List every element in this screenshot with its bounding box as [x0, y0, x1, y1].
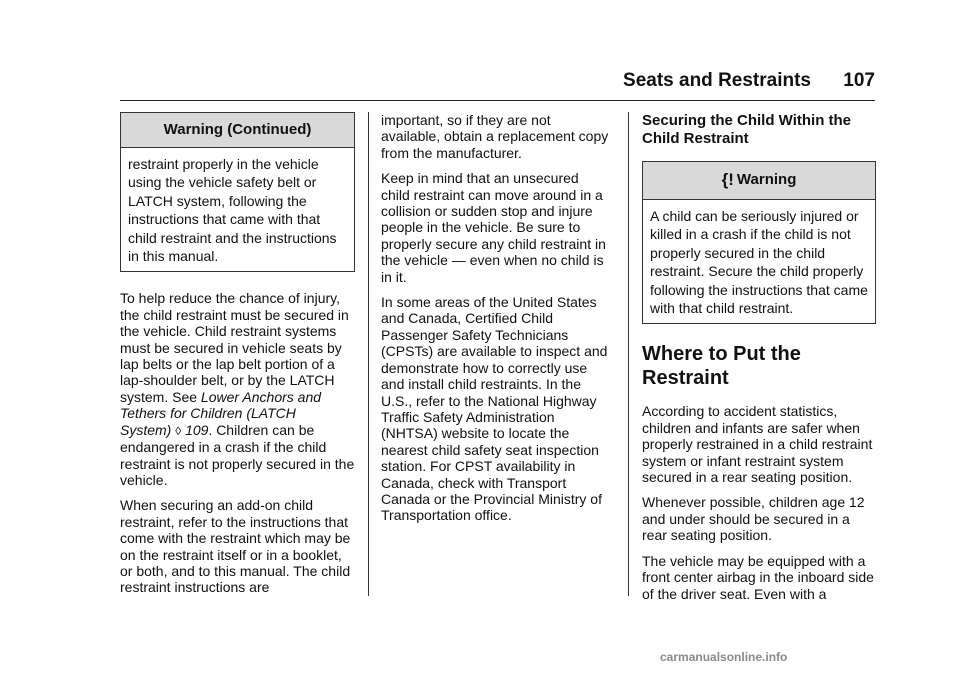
warning-text: restraint properly in the vehicle using the vehicle safety belt or LATCH system, following the instructions that came with that child restraint and the instructions in this manual.	[128, 156, 337, 265]
section-heading: Where to Put the Restraint	[642, 343, 801, 390]
paragraph: The vehicle may be equipped with a front center airbag in the inboard side of the driver seat. Even with a	[642, 552, 874, 602]
watermark: carmanualsonline.info	[660, 650, 788, 664]
column-1	[120, 112, 355, 605]
warning-box	[642, 161, 876, 324]
paragraph: In some areas of the United States and Canada, Certified Child Passenger Safety Technicians (CPSTs) are available to inspect and demonstrate how to correctly use and install child restraints. In the U.S., refer to the National Highway Traffic Safety Administration (NHTSA) website to locate the nearest child safety seat inspection station. For CPST availability in Canada, check with Transport Canada or the Provincial Ministry of Transportation office.	[381, 294, 608, 524]
page-reference-icon: ◊	[175, 423, 182, 438]
page-reference[interactable]: 109	[185, 421, 209, 438]
paragraph: According to accident statistics, children and infants are safer when properly restrained in a child restraint system or infant restraint system secured in a rear seating position.	[642, 403, 873, 486]
page-number: 107	[843, 70, 875, 91]
page-header	[120, 66, 875, 101]
column-divider	[368, 112, 369, 596]
column-3	[642, 112, 876, 611]
warning-title: Warning	[736, 171, 797, 188]
subheading: Securing the Child Within the Child Restraint	[642, 112, 852, 147]
paragraph: Whenever possible, children age 12 and under should be secured in a rear seating position.	[642, 494, 865, 544]
paragraph: Keep in mind that an unsecured child restraint can move around in a collision or sudden stop and injure people in the vehicle. Be sure to properly secure any child restraint in the vehicle — even when no child is in it.	[381, 170, 606, 285]
paragraph: When securing an add-on child restraint, refer to the instructions that come with the restraint which may be on the restraint itself or in a booklet, or both, and to this manual. The child restraint instructions are	[120, 497, 351, 596]
paragraph: important, so if they are not available, obtain a replacement copy from the manufacturer.	[381, 112, 609, 161]
warning-header	[643, 162, 875, 200]
warning-icon: {!	[721, 170, 734, 189]
paragraph: To help reduce the chance of injury, the child restraint must be secured in the vehicle. Child restraint systems must be secured in vehicle seats by lap belts or the lap belt portion of a lap-shoulder belt, or by the LATCH system. See Lower Anchors and Tethers for Children (LATCH System) ◊ 109. Children can be endangered in a crash if the child restraint is not properly secured in the vehicle.	[120, 290, 355, 488]
warning-title: Warning (Continued)	[121, 113, 354, 148]
column-divider	[628, 112, 629, 596]
column-2	[381, 112, 609, 533]
cross-reference-link[interactable]: Lower Anchors and Tethers for Children (LATCH System)	[120, 388, 322, 438]
section-title: Seats and Restraints	[623, 70, 811, 91]
warning-text: A child can be seriously injured or killed in a crash if the child is not properly secured in the child restraint. Secure the child properly following the instructions that came with that child restraint.	[650, 208, 868, 317]
warning-box-continued	[120, 112, 355, 272]
